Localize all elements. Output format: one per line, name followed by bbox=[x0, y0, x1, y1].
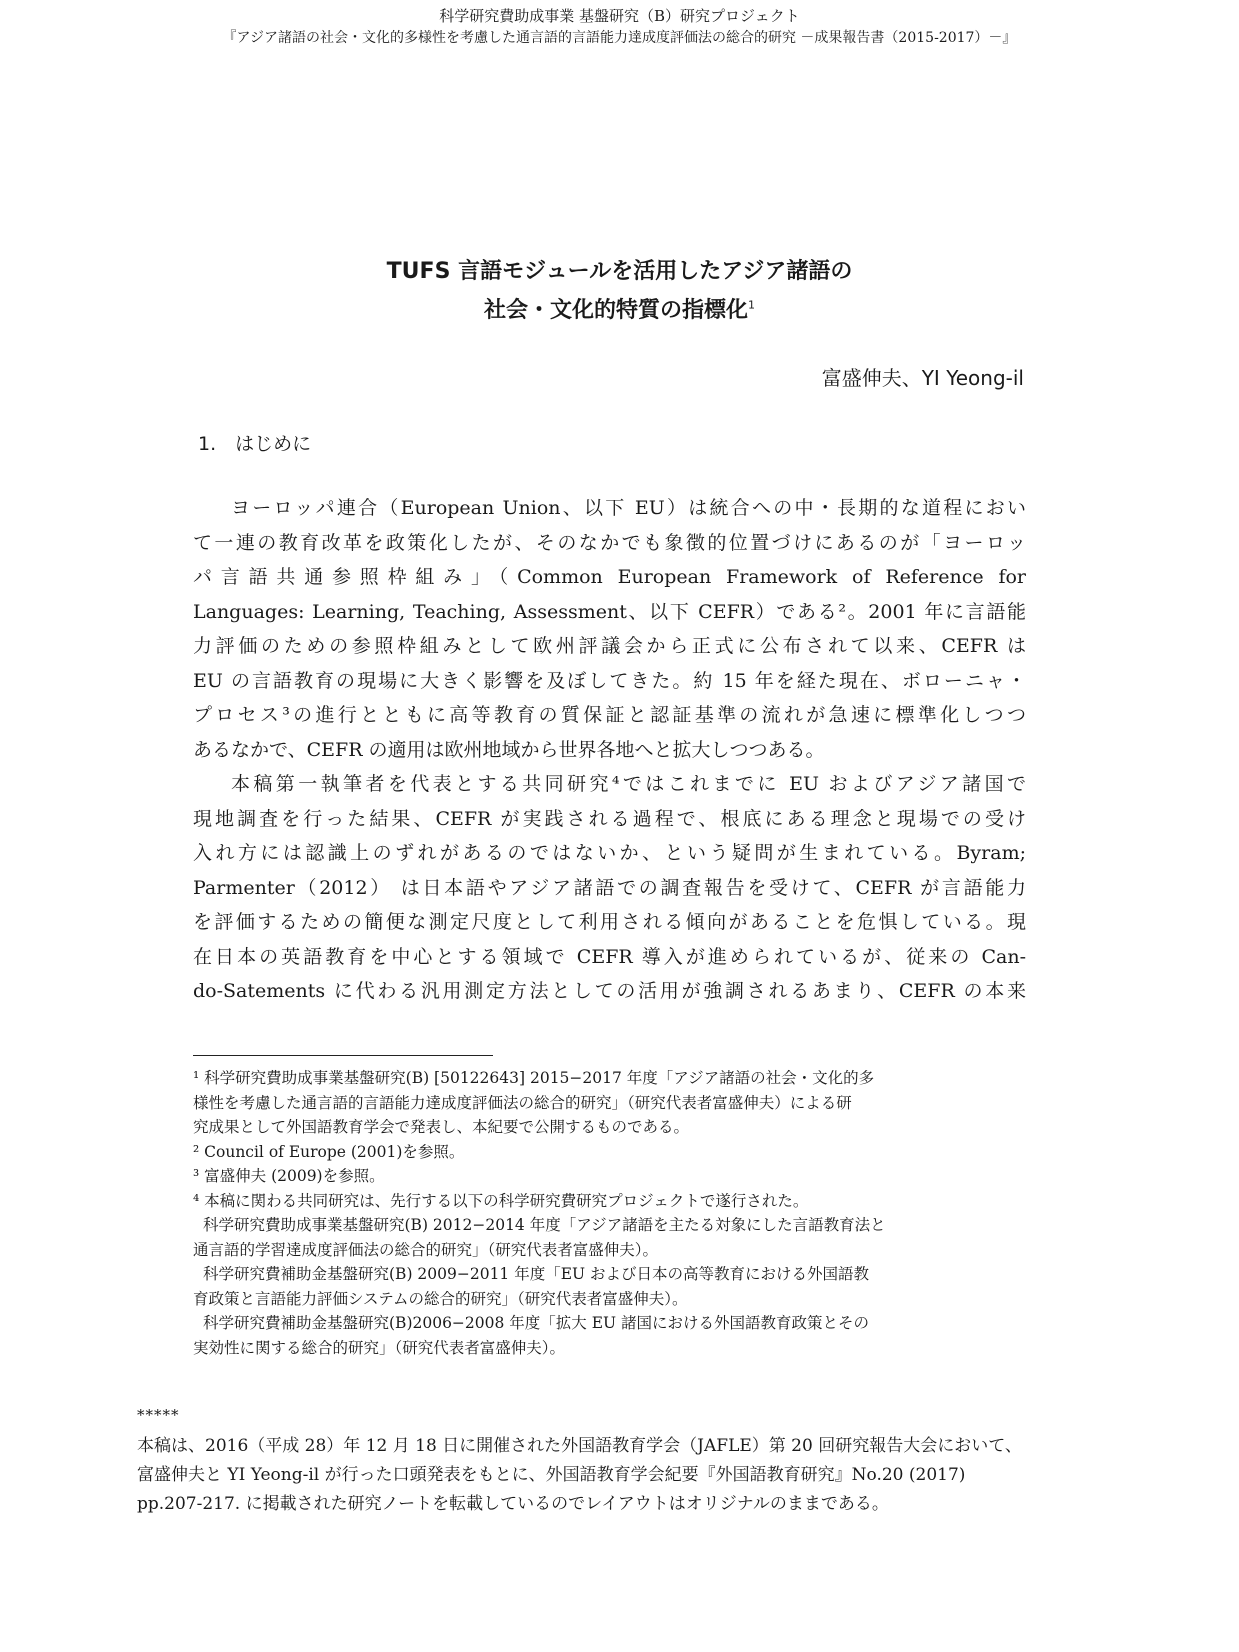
authors: 富盛伸夫、YI Yeong-il bbox=[821, 366, 1024, 390]
footnote-line: ³ 富盛伸夫 (2009)を参照。 bbox=[193, 1167, 385, 1185]
footnote-line: 実効性に関する総合的研究」（研究代表者富盛伸夫）。 bbox=[193, 1338, 566, 1357]
body-line: 入れ方には認識上のずれがあるのではないか、という疑問が生まれている。Byram; bbox=[193, 842, 1026, 864]
note-line: 本稿は、2016（平成 28）年 12 月 18 日に開催された外国語教育学会（JAFLE）第 20 回研究報告大会において、 bbox=[137, 1436, 1022, 1456]
footnote-line: 科学研究費補助金基盤研究(B)2006−2008 年度「拡大 EU 諸国における外国語教育政策とその bbox=[203, 1314, 870, 1332]
footnote-line: 様性を考慮した通言語的言語能力達成度評価法の総合的研究」（研究代表者富盛伸夫）による研 bbox=[193, 1093, 852, 1112]
article-title-line1: TUFS 言語モジュールを活用したアジア諸語の bbox=[386, 259, 853, 284]
footnote-line: 育政策と言語能力評価システムの総合的研究」（研究代表者富盛伸夫）。 bbox=[193, 1289, 688, 1308]
body-line: て一連の教育改革を政策化したが、そのなかでも象徴的位置づけにあるのが「ヨーロッ bbox=[193, 531, 1026, 554]
note-line: pp.207-217. に掲載された研究ノートを転載しているのでレイアウトはオリジナルのままである。 bbox=[137, 1494, 889, 1514]
section-heading: 1. はじめに bbox=[198, 433, 312, 455]
title-footnote-mark: 1 bbox=[748, 298, 755, 312]
body-line: パ言語共通参照枠組み」（Common European Framework of Reference for bbox=[193, 566, 1026, 588]
body-line: Parmenter（2012） は日本語やアジア諸語での調査報告を受けて、CEFR が言語能力 bbox=[193, 876, 1026, 899]
footnote-line: ¹ 科学研究費助成事業基盤研究(B) [50122643] 2015−2017 年度「アジア諸語の社会・文化的多 bbox=[193, 1069, 875, 1087]
body-line: 力評価のための参照枠組みとして欧州評議会から正式に公布されて以来、CEFR は bbox=[193, 635, 1026, 657]
article-title-line2-text: 社会・文化的特質の指標化 bbox=[483, 298, 748, 323]
body-line: Languages: Learning, Teaching, Assessment、以下 CEFR）である²。2001 年に言語能 bbox=[193, 600, 1026, 623]
footnote-line: 科学研究費助成事業基盤研究(B) 2012−2014 年度「アジア諸語を主たる対象にした言語教育法と bbox=[203, 1216, 886, 1234]
body-line: ヨーロッパ連合（European Union、以下 EU）は統合への中・長期的な道程におい bbox=[231, 497, 1026, 519]
article-title-line2 bbox=[0, 293, 1239, 324]
body-text bbox=[193, 491, 1026, 1009]
footnote-line: 通言語的学習達成度評価法の総合的研究」（研究代表者富盛伸夫）。 bbox=[193, 1240, 659, 1259]
body-line: do-Satements に代わる汎用測定方法としての活用が強調されるあまり、CEFR の本来 bbox=[193, 980, 1026, 1002]
footnotes bbox=[193, 1066, 1013, 1360]
running-header-report-title: 『アジア諸語の社会・文化的多様性を考慮した通言語的言語能力達成度評価法の総合的研究 －成果報告書（2015-2017）－』 bbox=[222, 30, 1017, 46]
footnote-line: 究成果として外国語教育学会で発表し、本紀要で公開するものである。 bbox=[193, 1118, 690, 1136]
body-line: 現地調査を行った結果、CEFR が実践される過程で、根底にある理念と現場での受け bbox=[193, 807, 1026, 830]
reprint-note bbox=[137, 1432, 1077, 1519]
running-header-project: 科学研究費助成事業 基盤研究（B）研究プロジェクト bbox=[439, 7, 800, 25]
note-line: 富盛伸夫と YI Yeong-il が行った口頭発表をもとに、外国語教育学会紀要『外国語教育研究』No.20 (2017) bbox=[137, 1465, 966, 1485]
body-line: 在日本の英語教育を中心とする領域で CEFR 導入が進められているが、従来の Can- bbox=[193, 945, 1026, 968]
body-line: あるなかで、CEFR の適用は欧州地域から世界各地へと拡大しつつある。 bbox=[193, 738, 825, 761]
separator-stars: ***** bbox=[137, 1406, 180, 1424]
footnote-divider bbox=[193, 1055, 493, 1056]
footnote-line: 科学研究費補助金基盤研究(B) 2009−2011 年度「EU および日本の高等教育における外国語教 bbox=[203, 1265, 870, 1283]
footnote-line: ⁴ 本稿に関わる共同研究は、先行する以下の科学研究費研究プロジェクトで遂行された。 bbox=[193, 1191, 809, 1210]
footnote-line: ² Council of Europe (2001)を参照。 bbox=[193, 1142, 465, 1161]
body-line: 本稿第一執筆者を代表とする共同研究⁴ではこれまでに EU およびアジア諸国で bbox=[231, 773, 1026, 795]
body-line: を評価するための簡便な測定尺度として利用される傾向があることを危惧している。現 bbox=[193, 911, 1026, 933]
body-line: EU の言語教育の現場に大きく影響を及ぼしてきた。約 15 年を経た現在、ボローニャ・ bbox=[193, 669, 1026, 692]
body-line: プロセス³の進行とともに高等教育の質保証と認証基準の流れが急速に標準化しつつ bbox=[193, 704, 1026, 726]
